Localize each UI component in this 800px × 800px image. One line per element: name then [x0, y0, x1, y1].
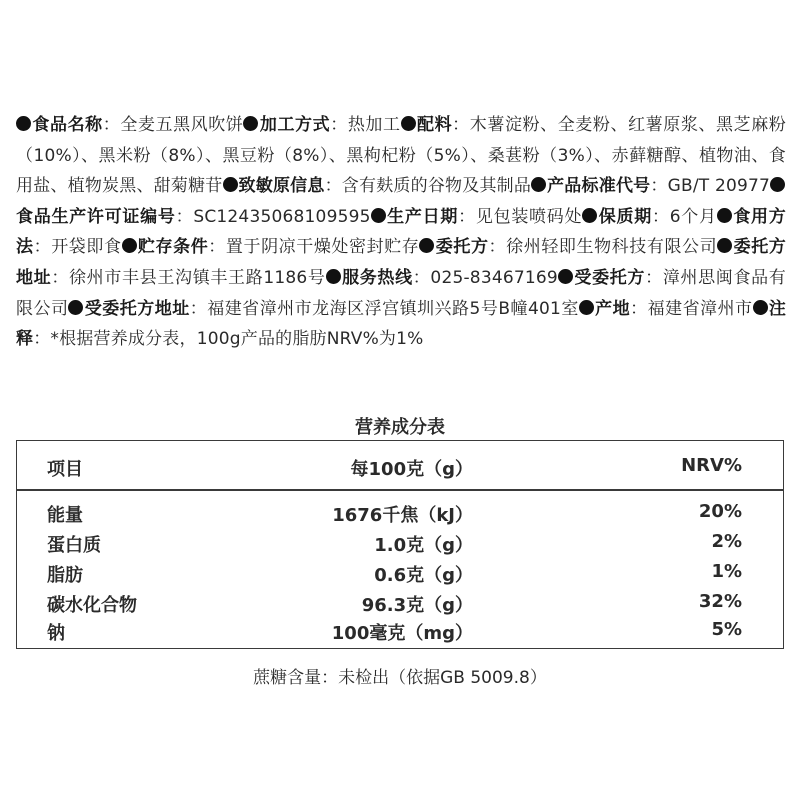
info-segment	[419, 237, 717, 257]
bullet-dot-icon	[753, 300, 768, 315]
row-item: 钠	[47, 623, 65, 644]
nutrition-table	[16, 440, 784, 649]
bullet-dot-icon	[371, 208, 386, 223]
bullet-dot-icon	[243, 116, 258, 131]
row-nrv: 32%	[698, 591, 742, 612]
info-value: 全麦五黑风吹饼	[120, 115, 244, 135]
nutrition-row-protein	[17, 529, 783, 558]
row-per100: 1676千焦（kJ）	[332, 505, 473, 526]
bullet-dot-icon	[558, 269, 573, 284]
row-nrv: 1%	[711, 561, 742, 582]
row-per100: 96.3克（g）	[361, 595, 473, 616]
header-per100: 每100克（g）	[350, 459, 473, 480]
info-separator: ：	[645, 267, 663, 288]
info-segment	[223, 176, 532, 196]
bullet-dot-icon	[68, 300, 83, 315]
info-separator: ：	[324, 176, 342, 197]
nutrition-table-header	[17, 441, 783, 491]
info-label: 贮存条件	[137, 237, 209, 258]
row-per100: 1.0克（g）	[374, 535, 473, 556]
info-value: 福建省漳州市	[647, 298, 753, 319]
info-label: 致敏原信息	[238, 176, 325, 197]
info-value: 徐州市丰县王沟镇丰王路1186号	[69, 267, 326, 288]
info-value: 6个月	[669, 206, 717, 227]
info-label: 配料	[416, 115, 453, 135]
row-item: 碳水化合物	[47, 595, 137, 616]
row-nrv: 2%	[711, 531, 742, 552]
info-label: 委托方地址	[16, 237, 786, 288]
info-separator: ：	[102, 115, 121, 135]
info-segment	[16, 115, 243, 135]
header-item: 项目	[47, 459, 83, 480]
info-value: 漳州思闽食品有限公司	[16, 267, 786, 319]
row-item: 脂肪	[47, 565, 83, 586]
info-separator: ：	[452, 115, 470, 135]
info-label: 受委托方	[573, 267, 646, 288]
info-separator: ：	[650, 176, 668, 197]
info-label: 食品名称	[32, 115, 103, 135]
info-separator: ：	[189, 298, 208, 319]
bullet-dot-icon	[326, 269, 341, 284]
info-value: 开袋即食	[51, 237, 122, 258]
info-label: 保质期	[598, 206, 653, 227]
info-separator: ：	[51, 267, 70, 288]
bullet-dot-icon	[717, 238, 732, 253]
info-separator: ：	[412, 267, 431, 288]
info-label: 受委托方地址	[84, 298, 190, 319]
nutrition-row-carbohydrate	[17, 589, 783, 618]
row-per100: 0.6克（g）	[374, 565, 473, 586]
info-value: 025-83467169	[430, 267, 558, 288]
info-value: SC12435068109595	[193, 206, 371, 227]
info-segment	[122, 237, 420, 257]
bullet-dot-icon	[16, 116, 31, 131]
info-separator: ：	[330, 115, 348, 135]
info-label: 生产日期	[386, 206, 459, 227]
info-segment	[531, 176, 770, 196]
info-label: 产地	[594, 298, 631, 319]
info-value: 福建省漳州市龙海区浮宫镇圳兴路5号B幢401室	[207, 298, 579, 319]
info-separator: ：	[175, 206, 194, 227]
info-separator: ：	[458, 206, 476, 227]
info-separator: ：	[33, 237, 52, 258]
info-label: 食用方法	[16, 206, 786, 258]
bullet-dot-icon	[223, 177, 238, 192]
row-nrv: 5%	[711, 619, 742, 640]
row-item: 蛋白质	[47, 535, 101, 556]
info-separator: ：	[652, 206, 670, 227]
info-value: 徐州轻即生物科技有限公司	[506, 237, 718, 258]
bullet-dot-icon	[401, 116, 416, 131]
info-value: *根据营养成分表，100g产品的脂肪NRV%为1%	[50, 329, 424, 350]
info-label: 食品生产许可证编号	[16, 206, 176, 227]
bullet-dot-icon	[770, 177, 785, 192]
bullet-dot-icon	[717, 208, 732, 223]
info-segment	[371, 207, 583, 227]
info-label: 产品标准代号	[547, 176, 651, 197]
info-segment	[326, 268, 558, 288]
bullet-dot-icon	[122, 238, 137, 253]
info-value: GB/T 20977	[667, 176, 771, 197]
row-nrv: 20%	[698, 501, 742, 522]
info-segment	[579, 299, 753, 319]
bullet-dot-icon	[419, 238, 434, 253]
row-per100: 100毫克（mg）	[331, 623, 473, 644]
info-label: 注释	[16, 298, 787, 350]
bullet-dot-icon	[579, 300, 594, 315]
bullet-dot-icon	[582, 208, 597, 223]
info-value: 含有麸质的谷物及其制品	[341, 176, 532, 197]
info-separator: ：	[488, 237, 507, 258]
info-segment	[582, 207, 717, 227]
info-value: 置于阴凉干燥处密封贮存	[225, 237, 420, 258]
sucrose-note: 蔗糖含量：未检出（依据GB 5009.8）	[253, 668, 547, 688]
info-value: 热加工	[347, 115, 401, 135]
info-value: 木薯淀粉、全麦粉、红薯原浆、黑芝麻粉（10%）、黑米粉（8%）、黑豆粉（8%）、黑枸杞粉（5%）、桑葚粉（3%）、赤藓糖醇、植物油、食用盐、植物炭黑、甜菊糖苷	[16, 115, 786, 197]
info-value: 见包装喷码处	[475, 206, 583, 227]
info-label: 委托方	[435, 237, 489, 258]
info-separator: ：	[208, 237, 226, 258]
info-segment	[243, 115, 400, 135]
nutrition-table-title: 营养成分表	[355, 417, 445, 438]
nutrition-row-sodium	[17, 617, 783, 646]
product-info-paragraph	[16, 110, 786, 355]
nutrition-row-energy	[17, 499, 783, 528]
info-separator: ：	[33, 329, 51, 350]
row-item: 能量	[47, 505, 83, 526]
info-segment	[68, 299, 578, 319]
info-label: 服务热线	[341, 267, 413, 288]
bullet-dot-icon	[531, 177, 546, 192]
header-nrv: NRV%	[681, 455, 742, 476]
info-label: 加工方式	[259, 115, 331, 135]
info-separator: ：	[630, 298, 648, 319]
nutrition-row-fat	[17, 559, 783, 588]
